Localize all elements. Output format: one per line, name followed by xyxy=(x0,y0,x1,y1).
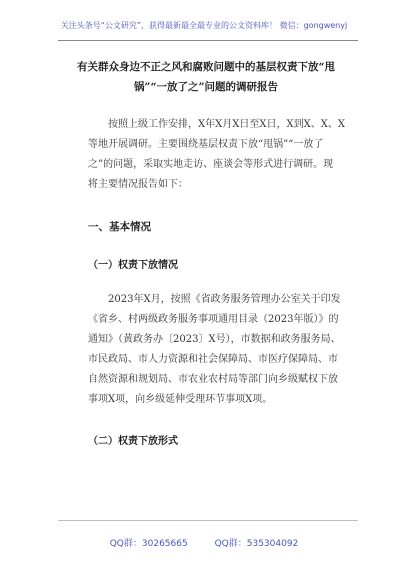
intro-line: 将主要情况报告如下： xyxy=(88,179,188,190)
footer-qq-group: QQ群：535304092 xyxy=(214,539,299,549)
header-banner: 关注头条号“公文研究”，获得最新最全最专业的公文资料库！ 微信：gongwenyj xyxy=(60,21,348,30)
paragraph-line: 自然资源和规划局、市农业农村局等部门向乡级赋权下放 xyxy=(88,374,338,385)
footer-qq-group: QQ群：30265665 xyxy=(109,539,188,549)
title-line: 有关群众身边不正之风和腐败问题中的基层权责下放“甩 xyxy=(76,61,336,73)
document-title xyxy=(56,57,356,97)
subsection-heading: （一）权责下放情况 xyxy=(88,260,178,271)
intro-line: 按照上级工作安排，X年X月X日至X日，X到X、X、X xyxy=(108,119,345,130)
footer-contacts xyxy=(0,536,408,549)
intro-paragraph xyxy=(88,115,348,195)
paragraph-line: 《省乡、村两级政务服务事项通用目录（2023年版）》的 xyxy=(88,314,339,325)
section-heading: 一、基本情况 xyxy=(88,221,151,233)
header-divider xyxy=(58,40,358,41)
subsection-heading: （二）权责下放形式 xyxy=(88,436,178,447)
paragraph-line: 通知》（黄政务办〔2023〕X号），市数据和政务服务局、 xyxy=(88,334,341,345)
intro-line: 等地开展调研。主要围绕基层权责下放“甩锅”“一放了 xyxy=(88,139,324,150)
paragraph-line: 市民政局、市人力资源和社会保障局、市医疗保障局、市 xyxy=(88,354,338,365)
paragraph-line: 事项X项，向乡级延伸受理环节事项X项。 xyxy=(88,394,273,405)
footer-divider xyxy=(58,520,358,521)
intro-line: 之”的问题，采取实地走访、座谈会等形式进行调研。现 xyxy=(88,159,334,170)
title-line: 锅”“一放了之”问题的调研报告 xyxy=(133,81,279,93)
section-paragraph xyxy=(88,290,348,410)
paragraph-line: 2023年X月，按照《省政务服务管理办公室关于印发 xyxy=(108,294,341,305)
